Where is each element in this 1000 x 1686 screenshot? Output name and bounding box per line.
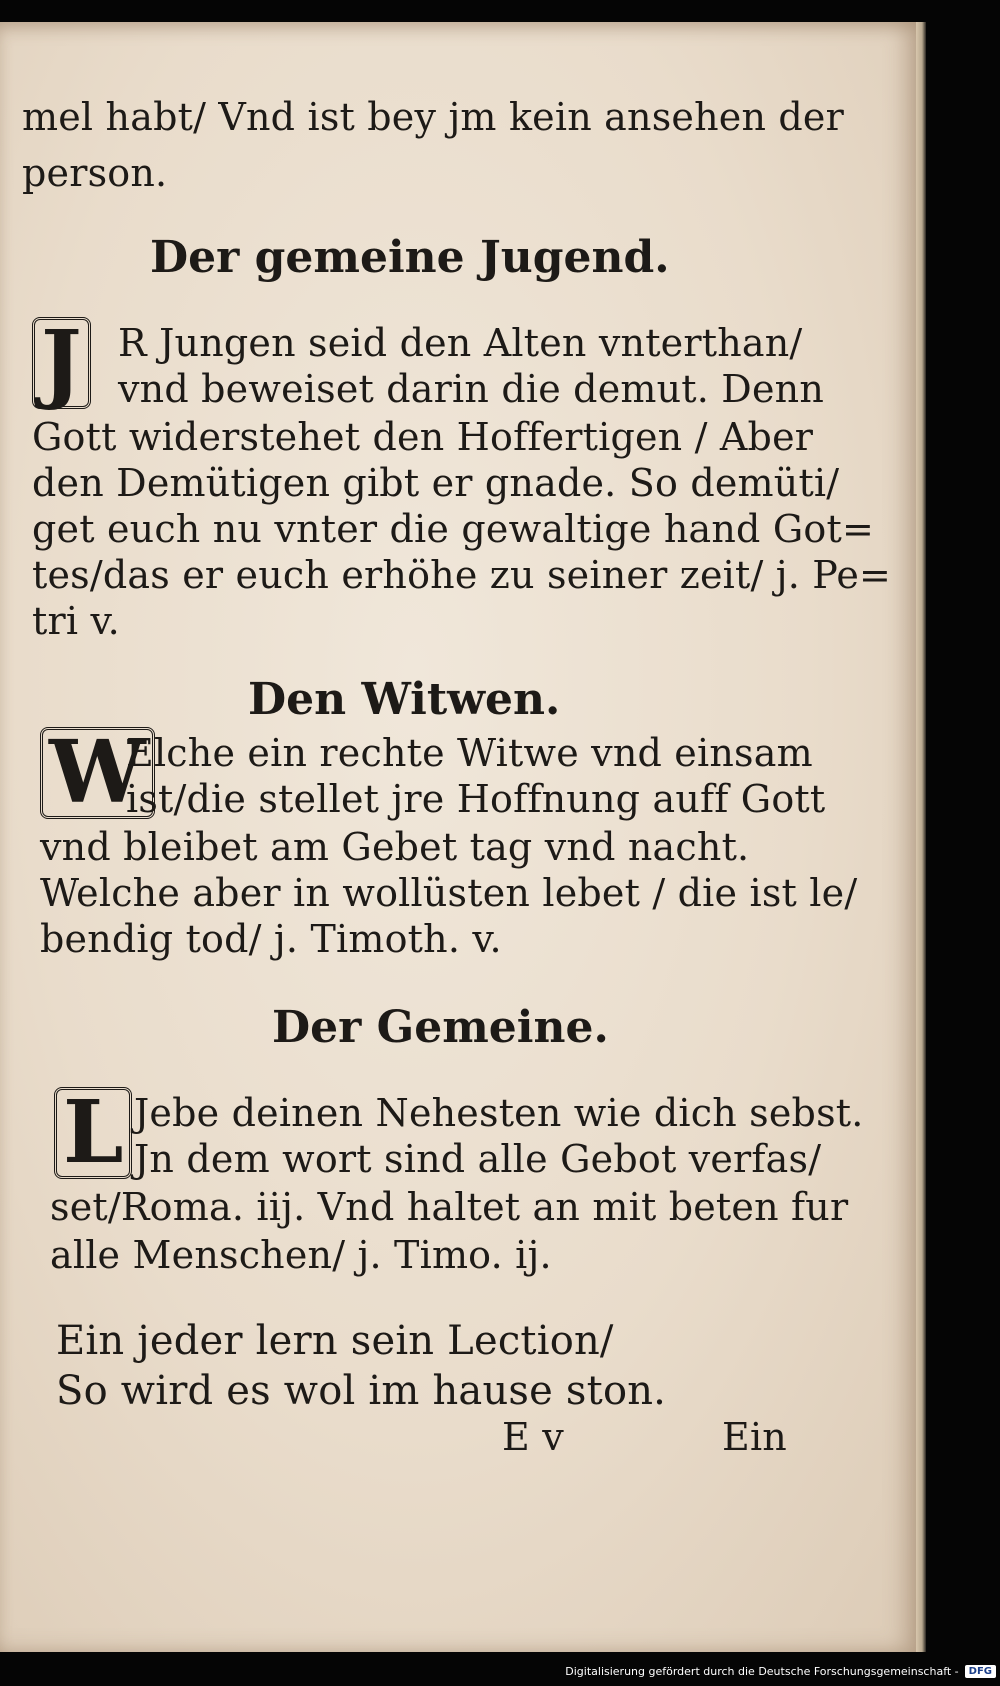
text-line: Welche aber in wollüsten lebet / die ist le/: [40, 871, 858, 915]
text-line: Gott widerstehet den Hoffertigen / Aber: [32, 415, 814, 459]
page-edge: [916, 22, 926, 1652]
text-line: person.: [22, 151, 168, 195]
text-line: R Jungen seid den Alten vnterthan/: [118, 321, 803, 365]
signature-mark: E v: [502, 1415, 564, 1459]
decorated-initial: L: [54, 1087, 132, 1179]
text-line: vnd beweiset darin die demut. Denn: [118, 367, 825, 411]
text-line: mel habt/ Vnd ist bey jm kein ansehen der: [22, 95, 844, 139]
text-line: alle Menschen/ j. Timo. ij.: [50, 1233, 552, 1277]
section-heading: Der gemeine Jugend.: [150, 232, 670, 283]
closing-verse-line: Ein jeder lern sein Lection/: [56, 1318, 614, 1364]
decorated-initial: W: [40, 727, 155, 819]
section-heading: Den Witwen.: [248, 674, 561, 725]
closing-verse-line: So wird es wol im hause ston.: [56, 1368, 667, 1414]
text-line: ist/die stellet jre Hoffnung auff Gott: [126, 777, 826, 821]
text-line: tri v.: [32, 599, 120, 643]
catchword: Ein: [722, 1415, 787, 1459]
text-line: den Demütigen gibt er gnade. So demüti/: [32, 461, 840, 505]
text-line: Elche ein rechte Witwe vnd einsam: [126, 731, 813, 775]
text-line: get euch nu vnter die gewaltige hand Got=: [32, 507, 874, 551]
digitization-footer: [565, 1660, 996, 1682]
text-line: bendig tod/ j. Timoth. v.: [40, 917, 502, 961]
text-line: Jebe deinen Nehesten wie dich sebst.: [134, 1091, 864, 1135]
decorated-initial: J: [32, 317, 91, 409]
text-line: set/Roma. iij. Vnd haltet an mit beten fur: [50, 1185, 849, 1229]
text-line: vnd bleibet am Gebet tag vnd nacht.: [40, 825, 750, 869]
text-line: tes/das er euch erhöhe zu seiner zeit/ j. Pe=: [32, 553, 892, 597]
section-heading: Der Gemeine.: [272, 1002, 609, 1053]
dfg-logo-icon: DFG: [965, 1665, 996, 1678]
footer-text: Digitalisierung gefördert durch die Deutsche Forschungsgemeinschaft -: [565, 1664, 959, 1678]
text-line: Jn dem wort sind alle Gebot verfas/: [134, 1137, 822, 1181]
